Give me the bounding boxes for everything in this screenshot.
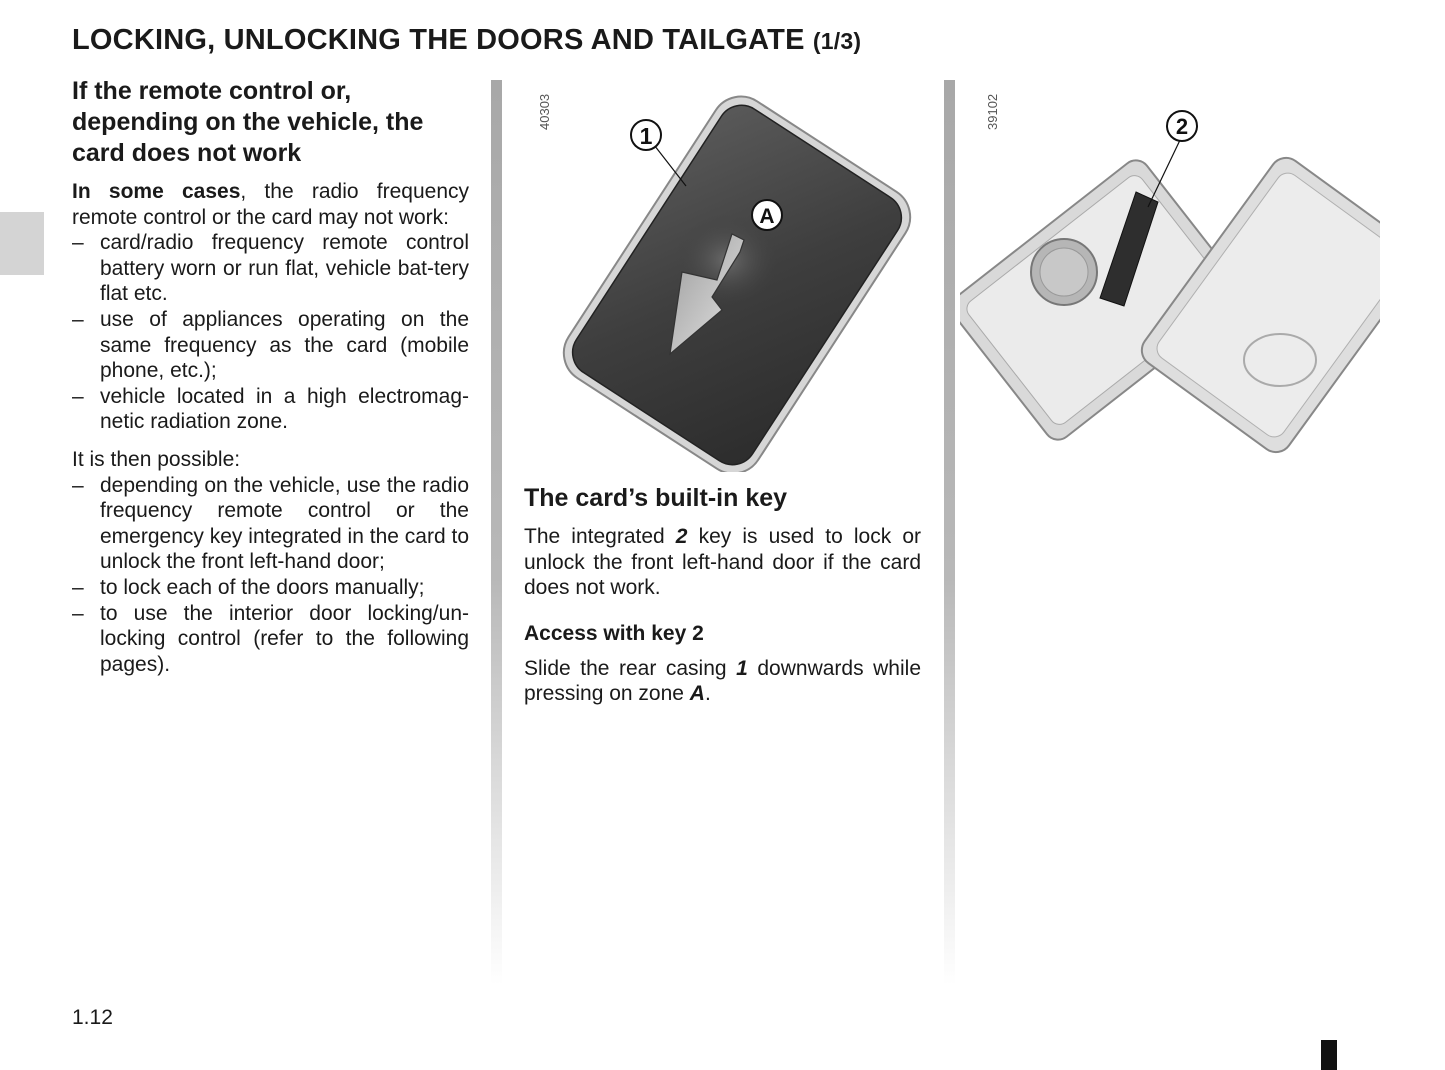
- list-item-text: to use the interior door locking/un-locking control (refer to the following pages).: [100, 601, 469, 676]
- label-1: 1: [639, 123, 653, 149]
- dash-mark: –: [72, 473, 84, 497]
- open-card-illustration: [960, 82, 1380, 462]
- chapter-thumb-tab: [0, 212, 44, 275]
- page-title: [72, 24, 1372, 57]
- possible-intro: It is then possible:: [72, 447, 241, 471]
- access-subheading: Access with key 2: [524, 621, 704, 645]
- list-item-text: depending on the vehicle, use the radio frequency remote control or the emergency key integrated in the card to unlock the front left-hand door;: [100, 473, 469, 574]
- text-run: The integrated: [524, 525, 676, 548]
- key-number: 2: [675, 525, 688, 548]
- list-item: [72, 384, 469, 435]
- left-heading: If the remote control or, depending on the vehicle, the card does not work: [72, 77, 424, 167]
- text-run: .: [704, 682, 711, 706]
- intro-paragraph: [72, 179, 469, 230]
- intro-bold: In some cases: [72, 180, 241, 203]
- text-run: key is used to lock or unlock the front left-hand door if the card does not work.: [524, 525, 921, 600]
- list-item: [72, 601, 469, 678]
- label-a: A: [759, 205, 775, 228]
- column-divider-right: [944, 80, 955, 985]
- column-divider-left: [491, 80, 502, 985]
- built-in-key-paragraph: [524, 524, 921, 601]
- card-drawing: [512, 82, 932, 472]
- intro-text: , the radio frequency remote control or the card may not work:: [72, 180, 469, 229]
- page-end-marker: [1321, 1040, 1337, 1070]
- page-number: 1.12: [72, 1006, 113, 1029]
- access-paragraph: [524, 656, 921, 707]
- open-card-drawing: [960, 82, 1380, 462]
- casing-number: 1: [736, 656, 748, 680]
- left-column: [72, 76, 469, 677]
- text-run: downwards while pressing on zone: [524, 656, 921, 706]
- list-item: [72, 473, 469, 575]
- dash-mark: –: [72, 307, 84, 331]
- list-item: [72, 575, 469, 601]
- middle-column: [524, 483, 921, 707]
- dash-mark: –: [72, 231, 84, 255]
- label-2: 2: [1175, 114, 1189, 139]
- figure-reference: 39102: [985, 93, 1000, 130]
- list-item: [72, 307, 469, 384]
- zone-letter: A: [689, 682, 705, 706]
- list-item-text: use of appliances operating on the same frequency as the card (mobile phone, etc.);: [100, 307, 469, 383]
- card-illustration: [512, 82, 932, 472]
- list-item-text: vehicle located in a high electromag-netic radiation zone.: [100, 384, 469, 434]
- dash-mark: –: [72, 575, 84, 599]
- options-list: [72, 473, 469, 678]
- page-title-main: LOCKING, UNLOCKING THE DOORS AND TAILGATE: [72, 24, 805, 56]
- dash-mark: –: [72, 601, 84, 625]
- page-title-part: (1/3): [812, 28, 862, 54]
- list-item-text: to lock each of the doors manually;: [100, 575, 425, 599]
- built-in-key-heading: The card’s built-in key: [524, 484, 788, 512]
- battery-cell-inner: [1040, 248, 1088, 296]
- list-item: [72, 230, 469, 307]
- list-item-text: card/radio frequency remote control battery worn or run flat, vehicle bat-tery flat etc.: [100, 231, 469, 306]
- figure-reference: 40303: [537, 93, 552, 130]
- dash-mark: –: [72, 384, 84, 408]
- causes-list: [72, 230, 469, 435]
- text-run: Slide the rear casing: [524, 656, 737, 680]
